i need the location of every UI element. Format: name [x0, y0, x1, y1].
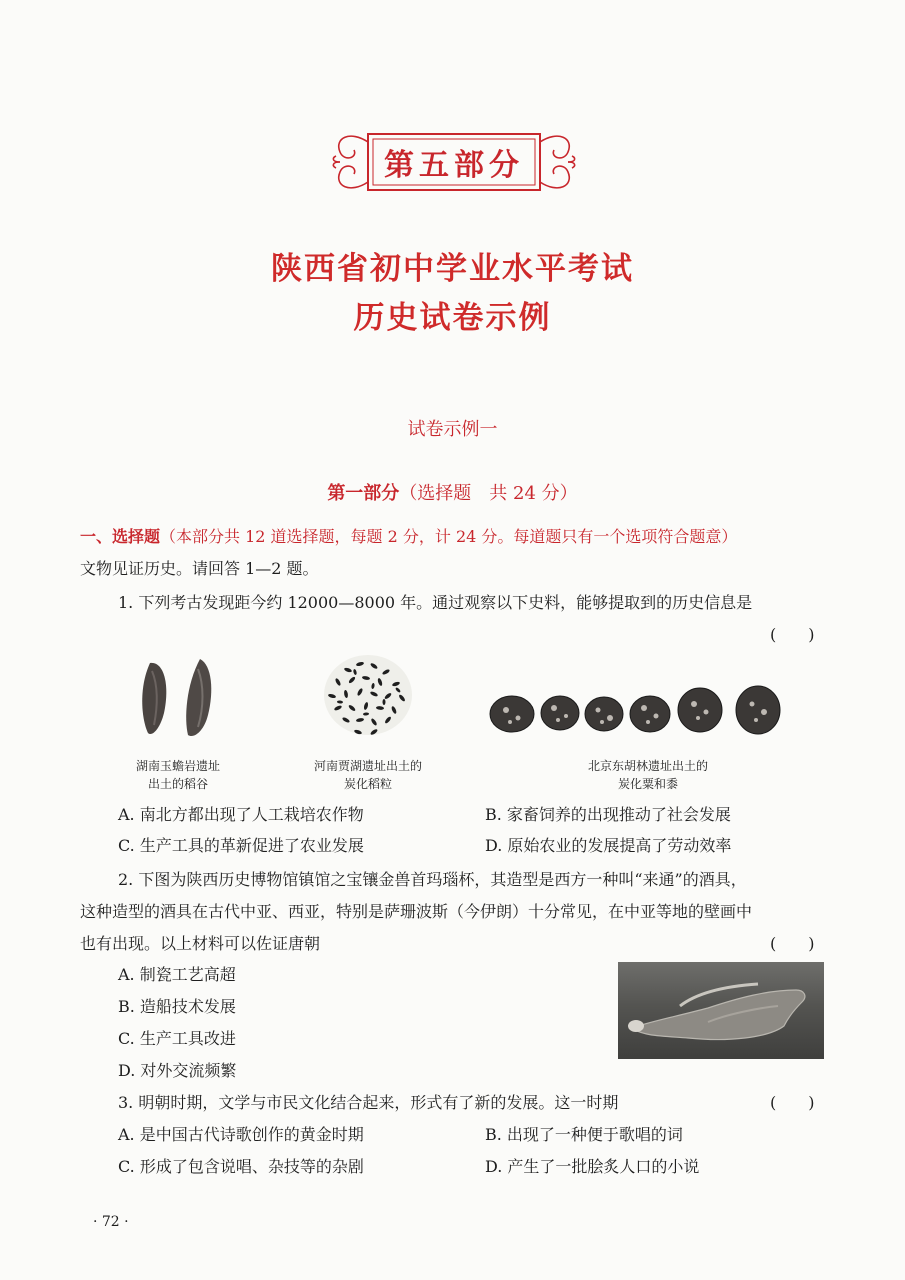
part-detail: （选择题 共 24 分）: [399, 483, 578, 504]
q2-option-c[interactable]: C. 生产工具改进: [118, 1029, 236, 1048]
section-detail: （本部分共 12 道选择题，每题 2 分，计 24 分。每道题只有一个选项符合题意）: [160, 527, 738, 546]
exam-title-line1: 陕西省初中学业水平考试: [271, 251, 634, 287]
section-header: [80, 524, 737, 547]
q1-option-c[interactable]: C. 生产工具的革新促进了农业发展: [118, 836, 364, 855]
q2-option-a[interactable]: A. 制瓷工艺高超: [118, 965, 236, 984]
q1-caption-1: [108, 757, 248, 793]
q1-caption-1-line2: 出土的稻谷: [147, 777, 208, 791]
q3-option-b[interactable]: B. 出现了一种便于歌唱的词: [485, 1125, 683, 1144]
charred-millet-image: [488, 680, 788, 744]
q1-caption-2: [288, 757, 448, 793]
q3-stem: 3. 明朝时期，文学与市民文化结合起来，形式有了新的发展。这一时期: [118, 1093, 619, 1112]
part-name: 第一部分: [327, 483, 400, 504]
agate-rhyton-cup-image: [618, 962, 824, 1059]
page-number: · 72 ·: [93, 1214, 129, 1230]
q2-stem-line2: 这种造型的酒具在古代中亚、西亚，特别是萨珊波斯（今伊朗）十分常见，在中亚等地的壁画中: [80, 902, 753, 921]
q1-caption-1-line1: 湖南玉蟾岩遗址: [135, 759, 220, 773]
q1-caption-3: [548, 757, 748, 793]
sample-title: 试卷示例一: [407, 419, 498, 440]
q1-option-b[interactable]: B. 家畜饲养的出现推动了社会发展: [485, 805, 731, 824]
q3-option-a[interactable]: A. 是中国古代诗歌创作的黄金时期: [118, 1125, 364, 1144]
q3-option-d[interactable]: D. 产生了一批脍炙人口的小说: [485, 1157, 700, 1176]
q2-option-d[interactable]: D. 对外交流频繁: [118, 1061, 237, 1080]
q1-caption-3-line2: 炭化粟和黍: [617, 777, 678, 791]
q1-answer-bracket: ( ): [770, 625, 815, 644]
exam-title-line2: 历史试卷示例: [353, 300, 552, 336]
q2-stem-line3: 也有出现。以上材料可以佐证唐朝: [80, 934, 321, 953]
q3-option-c[interactable]: C. 形成了包含说唱、杂技等的杂剧: [118, 1157, 364, 1176]
q3-answer-bracket: ( ): [770, 1093, 815, 1112]
q2-answer-bracket: ( ): [770, 934, 815, 953]
intro-text: 文物见证历史。请回答 1—2 题。: [80, 559, 319, 578]
part-banner: [330, 128, 578, 196]
q1-caption-2-line2: 炭化稻粒: [343, 777, 392, 791]
q1-option-d[interactable]: D. 原始农业的发展提高了劳动效率: [485, 836, 732, 855]
q1-caption-3-line1: 北京东胡林遗址出土的: [587, 759, 708, 773]
q1-stem: 1. 下列考古发现距今约 12000—8000 年。通过观察以下史料，能够提取到的历史信息是: [118, 593, 753, 612]
charred-rice-image: [318, 650, 418, 740]
q1-caption-2-line1: 河南贾湖遗址出土的: [313, 759, 422, 773]
q2-stem-line1: 2. 下图为陕西历史博物馆镇馆之宝镶金兽首玛瑙杯，其造型是西方一种叫“来通”的酒具，: [118, 870, 747, 889]
rice-grain-image: [128, 655, 228, 745]
section-name: 一、选择题: [80, 527, 161, 546]
part-title: [0, 479, 905, 505]
part-banner-title: 第五部分: [384, 148, 524, 183]
rhyton-cup-icon: [618, 962, 824, 1059]
q2-option-b[interactable]: B. 造船技术发展: [118, 997, 236, 1016]
q1-option-a[interactable]: A. 南北方都出现了人工栽培农作物: [118, 805, 364, 824]
